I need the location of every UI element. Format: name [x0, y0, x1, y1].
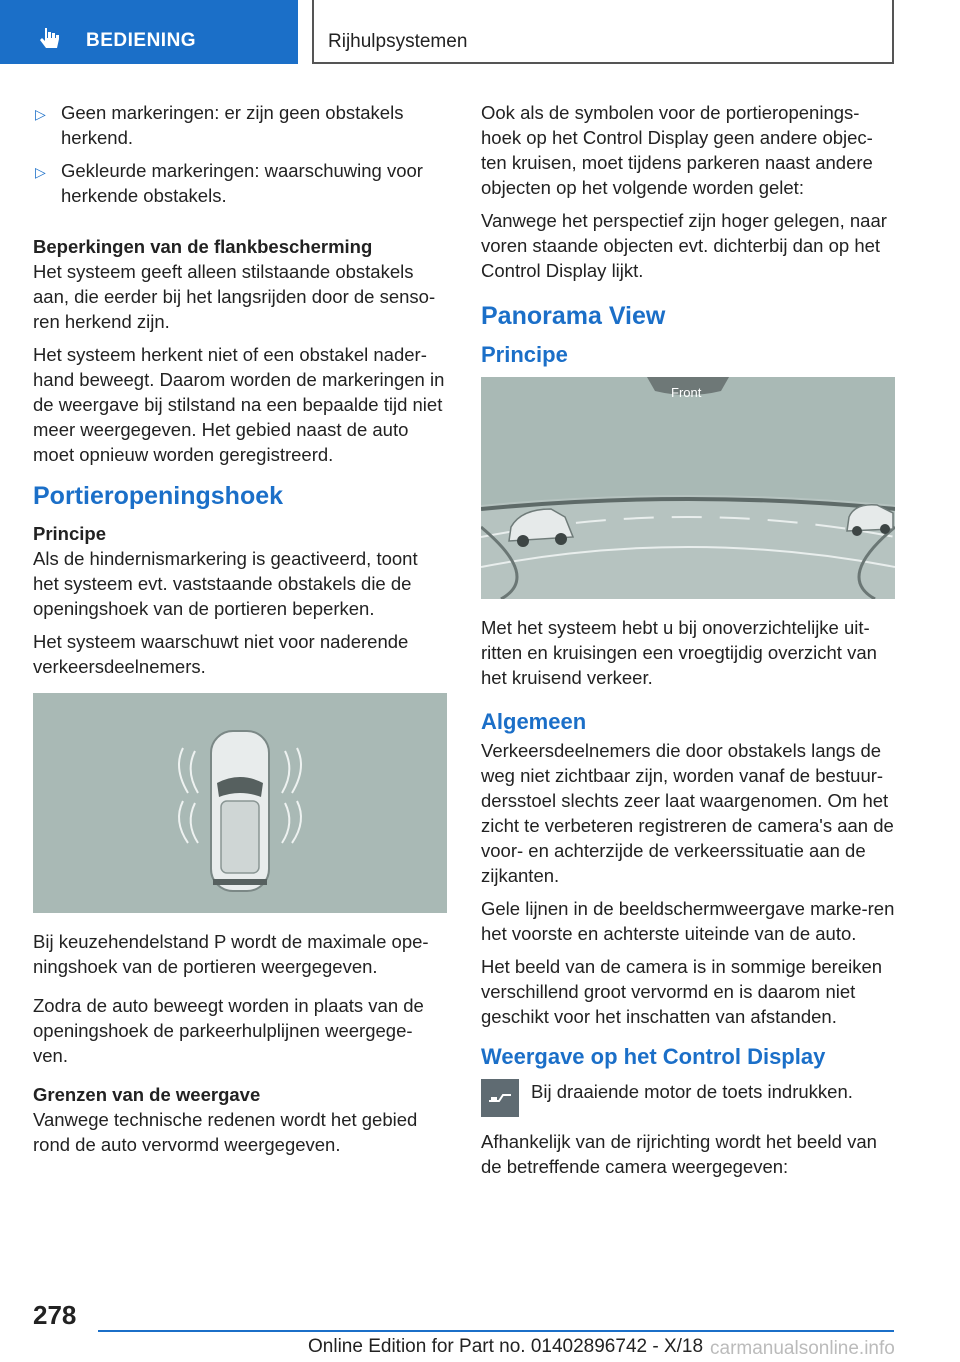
footer-divider	[98, 1330, 894, 1332]
hand-pointer-icon	[38, 27, 62, 53]
chapter-header	[312, 0, 894, 64]
heading-algemeen: Algemeen	[481, 709, 587, 734]
section-tab	[0, 0, 298, 64]
subheading-grenzen: Grenzen van de weergave	[33, 1084, 261, 1105]
paragraph: Het systeem geeft alleen stilstaande obstakels aan, die eerder bij het langsrijden door de senso-ren herkend zijn.	[33, 261, 436, 332]
section-title: BEDIENING	[86, 30, 197, 51]
paragraph: Ook als de symbolen voor de portieropenings-hoek op het Control Display geen andere objec-ten kruisen, moet tijdens parkeren naast andere objecten op het volgende worden gelet:	[481, 102, 873, 198]
paragraph: Het beeld van de camera is in sommige bereiken verschillend groot vervormd en is daarom niet geschikt voor het inschatten van afstanden.	[481, 956, 883, 1027]
car-top-view-icon	[33, 693, 447, 913]
panorama-view-figure	[481, 377, 895, 599]
heading-principe: Principe	[481, 342, 568, 367]
list-item: ▷ Geen markeringen: er zijn geen obstakels herkend.	[35, 102, 404, 148]
paragraph: Bij keuzehendelstand P wordt de maximale ope-ningshoek van de portieren weergegeven.	[33, 931, 429, 977]
chapter-title: Rijhulpsystemen	[328, 31, 468, 52]
door-angle-figure	[33, 693, 447, 913]
button-instruction	[481, 1079, 895, 1117]
list-item: ▷ Gekleurde markeringen: waarschuwing voor herkende obstakels.	[35, 160, 423, 206]
triangle-bullet-icon: ▷	[35, 164, 46, 180]
edition-text: Online Edition for Part no. 01402896742 - X/18	[308, 1336, 704, 1357]
paragraph: Het systeem herkent niet of een obstakel nader-hand beweegt. Daarom worden de markeringen in de weergave bij stilstand na een bepaalde tijd niet meer weergegeven. Het gebied naast de auto moet opnieuw worden geregistreerd.	[33, 344, 445, 465]
paragraph: Vanwege technische redenen wordt het gebied rond de auto vervormd weergegeven.	[33, 1109, 418, 1155]
front-label: Front	[671, 385, 702, 400]
paragraph: Bij draaiende motor de toets indrukken.	[531, 1081, 853, 1102]
left-column	[33, 100, 447, 1165]
right-column	[481, 100, 895, 1187]
heading-weergave: Weergave op het Control Display	[481, 1044, 826, 1069]
camera-key-icon	[481, 1079, 519, 1117]
paragraph: Verkeersdeelnemers die door obstakels langs de weg niet zichtbaar zijn, worden vanaf de bestuur-dersstoel slechts zeer laat waargenomen. Om het zicht te verbeteren registreren de camera's aan de voor- en achterzijde de verkeerssituatie aan de zijkanten.	[481, 740, 894, 886]
heading-panorama-view: Panorama View	[481, 302, 666, 330]
paragraph: Zodra de auto beweegt worden in plaats van de openingshoek de parkeerhulplijnen weergege-ven.	[33, 995, 424, 1066]
paragraph: Het systeem waarschuwt niet voor naderende verkeersdeelnemers.	[33, 631, 409, 677]
paragraph: Afhankelijk van de rijrichting wordt het beeld van de betreffende camera weergegeven:	[481, 1131, 877, 1177]
subheading-beperkingen: Beperkingen van de flankbescherming	[33, 236, 373, 257]
triangle-bullet-icon: ▷	[35, 106, 46, 122]
heading-portieropeningshoek: Portieropeningshoek	[33, 482, 284, 510]
paragraph: Gele lijnen in de beeldschermweergave marke-ren het voorste en achterste uiteinde van de auto.	[481, 898, 895, 944]
paragraph: Vanwege het perspectief zijn hoger gelegen, naar voren staande objecten evt. dichterbij dan op het Control Display lijkt.	[481, 210, 887, 281]
paragraph: Als de hindernismarkering is geactiveerd, toont het systeem evt. vaststaande obstakels die de openingshoek van de portieren beperken.	[33, 548, 418, 619]
paragraph: Met het systeem hebt u bij onoverzichtelijke uit-ritten en kruisingen een vroegtijdig overzicht van het kruisend verkeer.	[481, 617, 877, 688]
page-number: 278	[33, 1300, 77, 1330]
subheading-principe: Principe	[33, 523, 106, 544]
watermark: carmanualsonline.info	[710, 1338, 895, 1359]
